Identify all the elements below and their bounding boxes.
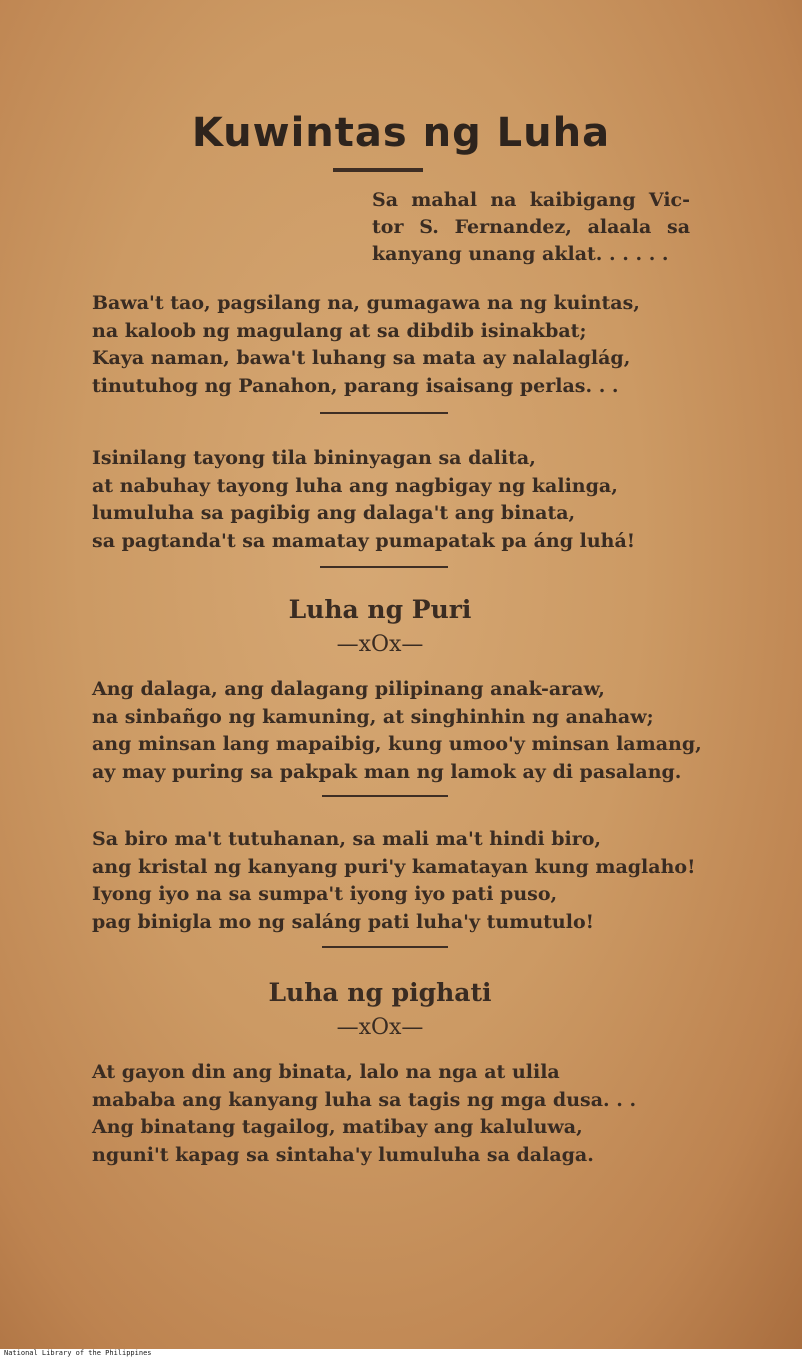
dedication [372, 187, 690, 268]
source-credit: National Library of the Philippines [4, 1349, 152, 1357]
section-heading-puri: Luha ng Puri [288, 595, 472, 624]
stanza-1 [92, 290, 692, 400]
verse-line: Iyong iyo na sa sumpa't iyong iyo pati puso, [92, 883, 558, 905]
section-heading-pighati: Luha ng pighati [268, 978, 492, 1007]
verse-line: Sa biro ma't tutuhanan, sa mali ma't hindi biro, [92, 828, 602, 850]
stanza-3 [92, 676, 702, 786]
stanza-2 [92, 445, 692, 555]
verse-line: ang kristal ng kanyang puri'y kamatayan kung maglaho! [92, 855, 696, 878]
verse-line: Bawa't tao, pagsilang na, gumagawa na ng kuintas, [92, 292, 640, 314]
verse-line: Ang binatang tagailog, matibay ang kaluluwa, [92, 1116, 583, 1138]
stanza-divider [322, 795, 448, 797]
verse-line: na sinbañgo ng kamuning, at singhinhin ng anahaw; [92, 705, 654, 728]
dedication-line: kanyang unang aklat. . . . . . [372, 243, 669, 265]
verse-line: Kaya naman, bawa't luhang sa mata ay nalalaglág, [92, 347, 631, 369]
stanza-divider [320, 412, 448, 414]
verse-line: nguni't kapag sa sintaha'y lumuluha sa dalaga. [92, 1143, 594, 1166]
stanza-divider [320, 566, 448, 568]
stanza-5 [92, 1059, 692, 1169]
verse-line: mababa ang kanyang luha sa tagis ng mga dusa. . . [92, 1088, 637, 1111]
verse-line: ang minsan lang mapaibig, kung umoo'y minsan lamang, [92, 733, 702, 755]
poem-title: Kuwintas ng Luha [191, 110, 611, 156]
verse-line: tinutuhog ng Panahon, parang isaisang perlas. . . [92, 374, 619, 397]
verse-line: At gayon din ang binata, lalo na nga at ulila [92, 1061, 560, 1083]
verse-line: lumuluha sa pagibig ang dalaga't ang binata, [92, 502, 576, 524]
dedication-line: tor S. Fernandez, alaala sa [372, 216, 690, 238]
section-ornament: —xOx— [336, 632, 424, 657]
verse-line: ay may puring sa pakpak man ng lamok ay di pasalang. [92, 760, 682, 783]
verse-line: pag binigla mo ng saláng pati luha'y tumutulo! [92, 910, 594, 933]
stanza-4 [92, 826, 696, 936]
title-underline [333, 168, 423, 172]
verse-line: na kaloob ng magulang at sa dibdib isinakbat; [92, 319, 587, 342]
dedication-line: Sa mahal na kaibigang Vic- [372, 189, 690, 211]
stanza-divider [322, 946, 448, 948]
verse-line: at nabuhay tayong luha ang nagbigay ng kalinga, [92, 474, 618, 497]
verse-line: Isinilang tayong tila bininyagan sa dalita, [92, 447, 536, 469]
verse-line: sa pagtanda't sa mamatay pumapatak pa áng luhá! [92, 529, 636, 552]
verse-line: Ang dalaga, ang dalagang pilipinang anak-araw, [92, 678, 605, 700]
section-ornament: —xOx— [336, 1015, 424, 1040]
